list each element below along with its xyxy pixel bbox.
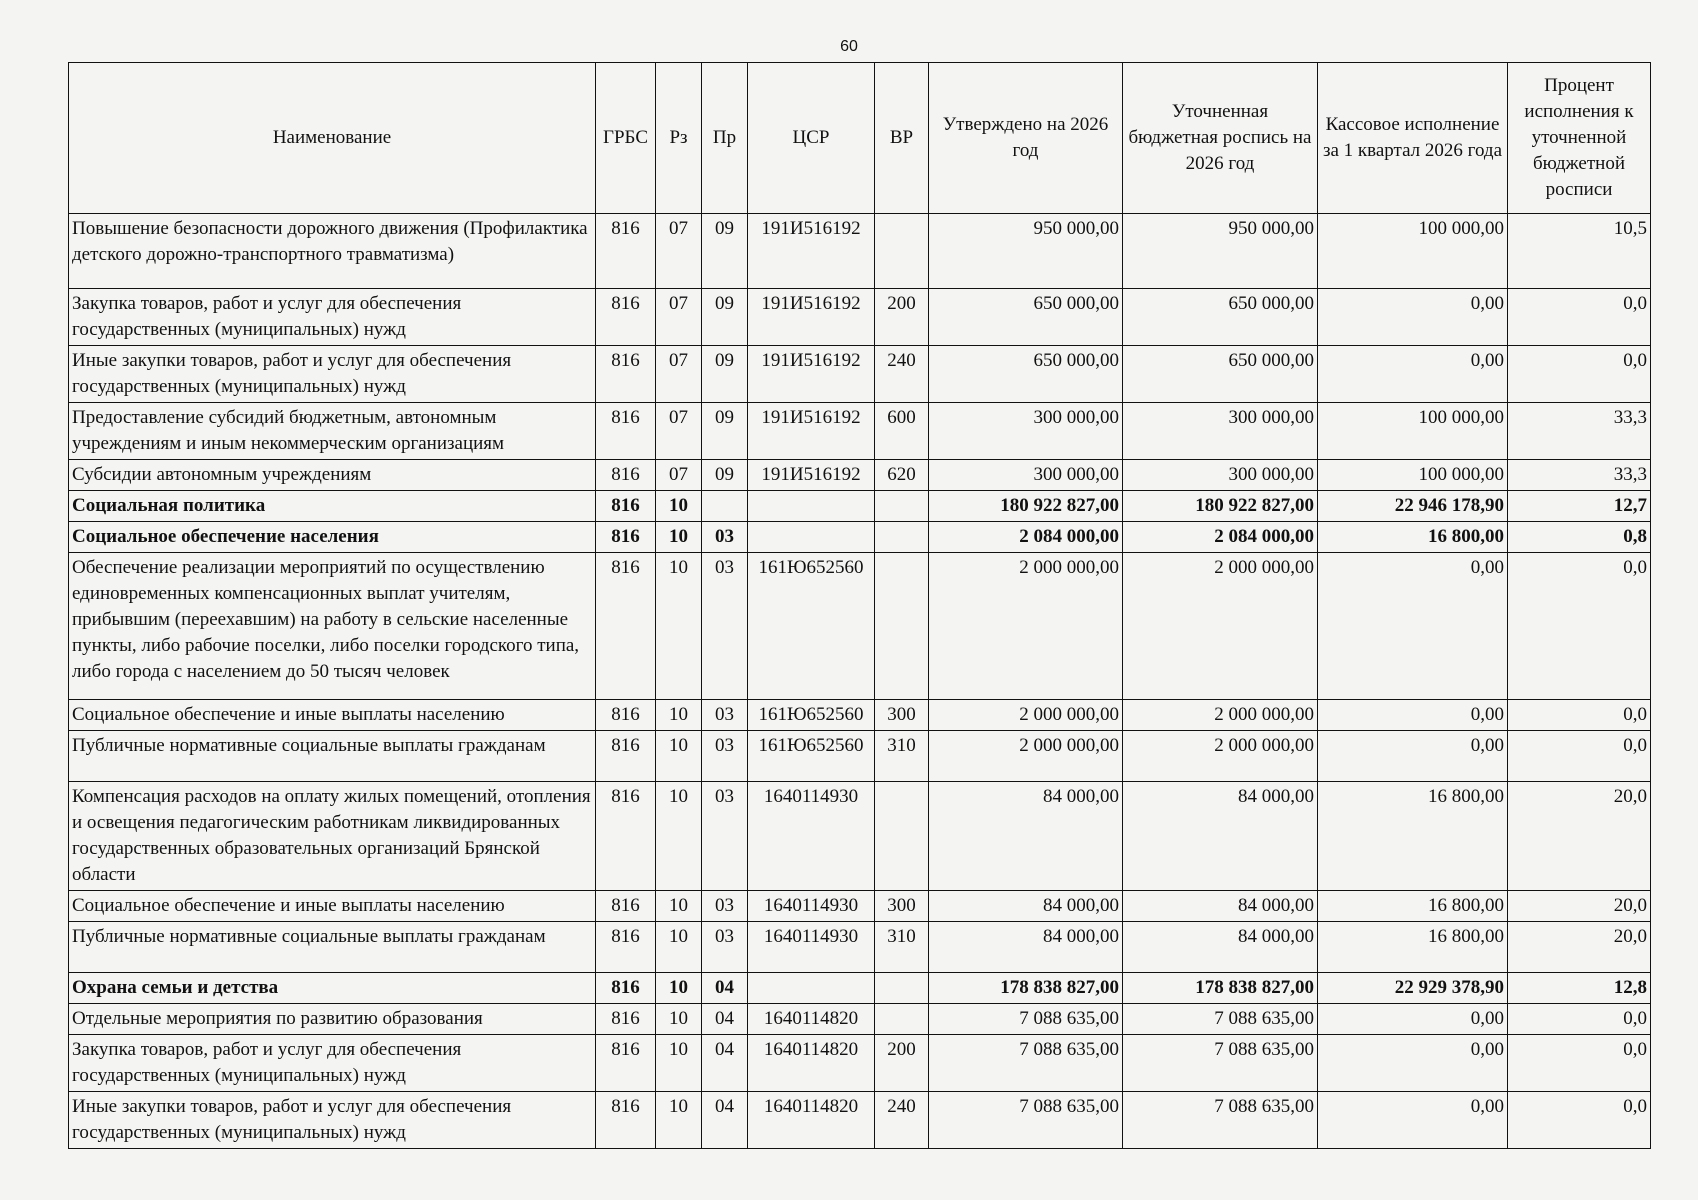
row-approved-cell: 178 838 827,00 xyxy=(929,973,1123,1004)
row-percent-cell: 0,0 xyxy=(1508,1092,1651,1149)
row-percent-cell: 0,0 xyxy=(1508,700,1651,731)
row-vr-cell: 310 xyxy=(875,922,929,973)
row-cash-cell: 16 800,00 xyxy=(1318,782,1508,891)
table-row xyxy=(69,460,1651,491)
row-refined-cell: 84 000,00 xyxy=(1123,922,1318,973)
table-row xyxy=(69,214,1651,289)
row-vr-cell: 600 xyxy=(875,403,929,460)
row-name-cell: Иные закупки товаров, работ и услуг для обеспечения государственных (муниципальных) нужд xyxy=(69,346,596,403)
header-pr: Пр xyxy=(702,63,748,214)
row-cash-cell: 16 800,00 xyxy=(1318,522,1508,553)
table-row xyxy=(69,346,1651,403)
row-cash-cell: 16 800,00 xyxy=(1318,922,1508,973)
row-percent-cell: 20,0 xyxy=(1508,782,1651,891)
row-csr-cell xyxy=(748,491,875,522)
header-csr: ЦСР xyxy=(748,63,875,214)
header-refined: Уточненная бюджетная роспись на 2026 год xyxy=(1123,63,1318,214)
row-grbs-cell: 816 xyxy=(596,522,656,553)
row-percent-cell: 33,3 xyxy=(1508,460,1651,491)
row-csr-cell: 1640114820 xyxy=(748,1092,875,1149)
row-rz-cell: 10 xyxy=(656,553,702,700)
row-rz-cell: 07 xyxy=(656,460,702,491)
row-cash-cell: 0,00 xyxy=(1318,700,1508,731)
row-rz-cell: 10 xyxy=(656,731,702,782)
row-name-cell: Охрана семьи и детства xyxy=(69,973,596,1004)
row-approved-cell: 2 000 000,00 xyxy=(929,731,1123,782)
row-refined-cell: 300 000,00 xyxy=(1123,460,1318,491)
row-cash-cell: 0,00 xyxy=(1318,1092,1508,1149)
row-percent-cell: 20,0 xyxy=(1508,891,1651,922)
row-approved-cell: 7 088 635,00 xyxy=(929,1004,1123,1035)
row-refined-cell: 7 088 635,00 xyxy=(1123,1035,1318,1092)
row-grbs-cell: 816 xyxy=(596,1035,656,1092)
row-refined-cell: 2 084 000,00 xyxy=(1123,522,1318,553)
row-pr-cell: 04 xyxy=(702,1004,748,1035)
table-row xyxy=(69,553,1651,700)
row-grbs-cell: 816 xyxy=(596,731,656,782)
row-vr-cell: 240 xyxy=(875,1092,929,1149)
row-rz-cell: 10 xyxy=(656,891,702,922)
row-approved-cell: 84 000,00 xyxy=(929,922,1123,973)
row-name-cell: Публичные нормативные социальные выплаты гражданам xyxy=(69,922,596,973)
row-csr-cell: 1640114930 xyxy=(748,891,875,922)
header-rz: Рз xyxy=(656,63,702,214)
row-grbs-cell: 816 xyxy=(596,973,656,1004)
row-grbs-cell: 816 xyxy=(596,922,656,973)
row-rz-cell: 10 xyxy=(656,700,702,731)
header-name: Наименование xyxy=(69,63,596,214)
row-csr-cell: 161Ю652560 xyxy=(748,553,875,700)
row-grbs-cell: 816 xyxy=(596,491,656,522)
table-row xyxy=(69,973,1651,1004)
table-row xyxy=(69,891,1651,922)
row-name-cell: Социальное обеспечение и иные выплаты населению xyxy=(69,891,596,922)
row-percent-cell: 20,0 xyxy=(1508,922,1651,973)
row-cash-cell: 100 000,00 xyxy=(1318,403,1508,460)
row-pr-cell: 09 xyxy=(702,214,748,289)
header-grbs: ГРБС xyxy=(596,63,656,214)
row-rz-cell: 07 xyxy=(656,214,702,289)
table-row xyxy=(69,700,1651,731)
header-cash: Кассовое исполнение за 1 квартал 2026 года xyxy=(1318,63,1508,214)
row-vr-cell: 200 xyxy=(875,289,929,346)
row-approved-cell: 300 000,00 xyxy=(929,403,1123,460)
row-refined-cell: 178 838 827,00 xyxy=(1123,973,1318,1004)
row-vr-cell: 620 xyxy=(875,460,929,491)
row-grbs-cell: 816 xyxy=(596,553,656,700)
row-rz-cell: 10 xyxy=(656,1004,702,1035)
row-percent-cell: 12,8 xyxy=(1508,973,1651,1004)
table-row xyxy=(69,1004,1651,1035)
row-cash-cell: 0,00 xyxy=(1318,731,1508,782)
row-refined-cell: 2 000 000,00 xyxy=(1123,731,1318,782)
row-csr-cell: 191И516192 xyxy=(748,289,875,346)
row-percent-cell: 0,8 xyxy=(1508,522,1651,553)
row-refined-cell: 7 088 635,00 xyxy=(1123,1004,1318,1035)
row-approved-cell: 2 084 000,00 xyxy=(929,522,1123,553)
row-name-cell: Публичные нормативные социальные выплаты гражданам xyxy=(69,731,596,782)
row-cash-cell: 16 800,00 xyxy=(1318,891,1508,922)
table-row xyxy=(69,1092,1651,1149)
row-vr-cell: 310 xyxy=(875,731,929,782)
row-pr-cell xyxy=(702,491,748,522)
row-grbs-cell: 816 xyxy=(596,1092,656,1149)
row-name-cell: Обеспечение реализации мероприятий по осуществлению единовременных компенсационных выплат учителям, прибывшим (переехавшим) на работу в сельские населенные пункты, либо рабочие поселки, либо поселки городского типа, либо города с населением до 50 тысяч человек xyxy=(69,553,596,700)
row-percent-cell: 0,0 xyxy=(1508,731,1651,782)
row-name-cell: Социальное обеспечение населения xyxy=(69,522,596,553)
row-vr-cell xyxy=(875,553,929,700)
row-cash-cell: 0,00 xyxy=(1318,289,1508,346)
row-grbs-cell: 816 xyxy=(596,1004,656,1035)
row-approved-cell: 2 000 000,00 xyxy=(929,553,1123,700)
row-cash-cell: 0,00 xyxy=(1318,1035,1508,1092)
row-approved-cell: 650 000,00 xyxy=(929,289,1123,346)
row-refined-cell: 950 000,00 xyxy=(1123,214,1318,289)
row-name-cell: Социальная политика xyxy=(69,491,596,522)
row-vr-cell xyxy=(875,491,929,522)
row-grbs-cell: 816 xyxy=(596,782,656,891)
row-rz-cell: 07 xyxy=(656,403,702,460)
row-name-cell: Закупка товаров, работ и услуг для обеспечения государственных (муниципальных) нужд xyxy=(69,289,596,346)
row-name-cell: Компенсация расходов на оплату жилых помещений, отопления и освещения педагогическим работникам ликвидированных государственных образовательных организаций Брянской области xyxy=(69,782,596,891)
row-refined-cell: 2 000 000,00 xyxy=(1123,553,1318,700)
row-pr-cell: 04 xyxy=(702,1035,748,1092)
row-csr-cell: 1640114930 xyxy=(748,782,875,891)
row-rz-cell: 10 xyxy=(656,1035,702,1092)
row-approved-cell: 7 088 635,00 xyxy=(929,1092,1123,1149)
header-percent: Процент исполнения к уточненной бюджетной росписи xyxy=(1508,63,1651,214)
row-vr-cell xyxy=(875,214,929,289)
table-row xyxy=(69,1035,1651,1092)
row-rz-cell: 07 xyxy=(656,346,702,403)
row-percent-cell: 0,0 xyxy=(1508,553,1651,700)
row-cash-cell: 100 000,00 xyxy=(1318,460,1508,491)
row-name-cell: Закупка товаров, работ и услуг для обеспечения государственных (муниципальных) нужд xyxy=(69,1035,596,1092)
row-rz-cell: 10 xyxy=(656,782,702,891)
table-row xyxy=(69,403,1651,460)
table-row xyxy=(69,782,1651,891)
row-rz-cell: 10 xyxy=(656,922,702,973)
row-rz-cell: 10 xyxy=(656,1092,702,1149)
row-grbs-cell: 816 xyxy=(596,346,656,403)
row-vr-cell xyxy=(875,782,929,891)
row-name-cell: Отдельные мероприятия по развитию образования xyxy=(69,1004,596,1035)
row-refined-cell: 650 000,00 xyxy=(1123,346,1318,403)
row-csr-cell: 161Ю652560 xyxy=(748,731,875,782)
row-approved-cell: 650 000,00 xyxy=(929,346,1123,403)
row-percent-cell: 10,5 xyxy=(1508,214,1651,289)
row-percent-cell: 0,0 xyxy=(1508,346,1651,403)
row-percent-cell: 0,0 xyxy=(1508,289,1651,346)
table-row xyxy=(69,491,1651,522)
table-row xyxy=(69,289,1651,346)
row-csr-cell: 1640114930 xyxy=(748,922,875,973)
row-refined-cell: 650 000,00 xyxy=(1123,289,1318,346)
header-vr: ВР xyxy=(875,63,929,214)
row-grbs-cell: 816 xyxy=(596,460,656,491)
row-pr-cell: 03 xyxy=(702,891,748,922)
table-row xyxy=(69,922,1651,973)
row-cash-cell: 22 946 178,90 xyxy=(1318,491,1508,522)
row-refined-cell: 84 000,00 xyxy=(1123,782,1318,891)
row-cash-cell: 0,00 xyxy=(1318,553,1508,700)
row-cash-cell: 0,00 xyxy=(1318,346,1508,403)
row-pr-cell: 09 xyxy=(702,403,748,460)
header-row xyxy=(69,63,1651,214)
row-vr-cell: 300 xyxy=(875,891,929,922)
row-csr-cell xyxy=(748,522,875,553)
row-csr-cell: 191И516192 xyxy=(748,214,875,289)
row-percent-cell: 12,7 xyxy=(1508,491,1651,522)
row-grbs-cell: 816 xyxy=(596,891,656,922)
row-pr-cell: 03 xyxy=(702,553,748,700)
row-rz-cell: 07 xyxy=(656,289,702,346)
row-vr-cell: 200 xyxy=(875,1035,929,1092)
row-pr-cell: 03 xyxy=(702,522,748,553)
header-approved: Утверждено на 2026 год xyxy=(929,63,1123,214)
row-csr-cell xyxy=(748,973,875,1004)
row-pr-cell: 04 xyxy=(702,1092,748,1149)
row-approved-cell: 300 000,00 xyxy=(929,460,1123,491)
table-row xyxy=(69,522,1651,553)
row-approved-cell: 180 922 827,00 xyxy=(929,491,1123,522)
row-grbs-cell: 816 xyxy=(596,403,656,460)
row-name-cell: Субсидии автономным учреждениям xyxy=(69,460,596,491)
row-csr-cell: 191И516192 xyxy=(748,346,875,403)
row-pr-cell: 03 xyxy=(702,731,748,782)
row-csr-cell: 191И516192 xyxy=(748,460,875,491)
row-name-cell: Предоставление субсидий бюджетным, автономным учреждениям и иным некоммерческим организациям xyxy=(69,403,596,460)
row-cash-cell: 22 929 378,90 xyxy=(1318,973,1508,1004)
row-csr-cell: 161Ю652560 xyxy=(748,700,875,731)
row-vr-cell: 240 xyxy=(875,346,929,403)
row-approved-cell: 84 000,00 xyxy=(929,782,1123,891)
row-refined-cell: 180 922 827,00 xyxy=(1123,491,1318,522)
row-grbs-cell: 816 xyxy=(596,289,656,346)
row-vr-cell xyxy=(875,1004,929,1035)
row-approved-cell: 84 000,00 xyxy=(929,891,1123,922)
row-rz-cell: 10 xyxy=(656,973,702,1004)
row-pr-cell: 09 xyxy=(702,289,748,346)
row-vr-cell xyxy=(875,973,929,1004)
row-pr-cell: 09 xyxy=(702,346,748,403)
table-row xyxy=(69,731,1651,782)
row-pr-cell: 03 xyxy=(702,782,748,891)
budget-table xyxy=(68,62,1651,1149)
row-vr-cell: 300 xyxy=(875,700,929,731)
row-percent-cell: 33,3 xyxy=(1508,403,1651,460)
row-approved-cell: 7 088 635,00 xyxy=(929,1035,1123,1092)
row-cash-cell: 100 000,00 xyxy=(1318,214,1508,289)
row-refined-cell: 84 000,00 xyxy=(1123,891,1318,922)
row-refined-cell: 300 000,00 xyxy=(1123,403,1318,460)
row-pr-cell: 03 xyxy=(702,922,748,973)
row-csr-cell: 1640114820 xyxy=(748,1035,875,1092)
row-percent-cell: 0,0 xyxy=(1508,1004,1651,1035)
row-rz-cell: 10 xyxy=(656,491,702,522)
row-csr-cell: 1640114820 xyxy=(748,1004,875,1035)
row-pr-cell: 03 xyxy=(702,700,748,731)
row-refined-cell: 7 088 635,00 xyxy=(1123,1092,1318,1149)
row-grbs-cell: 816 xyxy=(596,700,656,731)
row-name-cell: Иные закупки товаров, работ и услуг для обеспечения государственных (муниципальных) нужд xyxy=(69,1092,596,1149)
row-percent-cell: 0,0 xyxy=(1508,1035,1651,1092)
row-approved-cell: 950 000,00 xyxy=(929,214,1123,289)
page-number: 60 xyxy=(840,38,858,55)
row-vr-cell xyxy=(875,522,929,553)
row-grbs-cell: 816 xyxy=(596,214,656,289)
row-cash-cell: 0,00 xyxy=(1318,1004,1508,1035)
row-pr-cell: 09 xyxy=(702,460,748,491)
row-name-cell: Повышение безопасности дорожного движения (Профилактика детского дорожно-транспортного травматизма) xyxy=(69,214,596,289)
row-approved-cell: 2 000 000,00 xyxy=(929,700,1123,731)
row-csr-cell: 191И516192 xyxy=(748,403,875,460)
row-pr-cell: 04 xyxy=(702,973,748,1004)
row-rz-cell: 10 xyxy=(656,522,702,553)
row-refined-cell: 2 000 000,00 xyxy=(1123,700,1318,731)
row-name-cell: Социальное обеспечение и иные выплаты населению xyxy=(69,700,596,731)
